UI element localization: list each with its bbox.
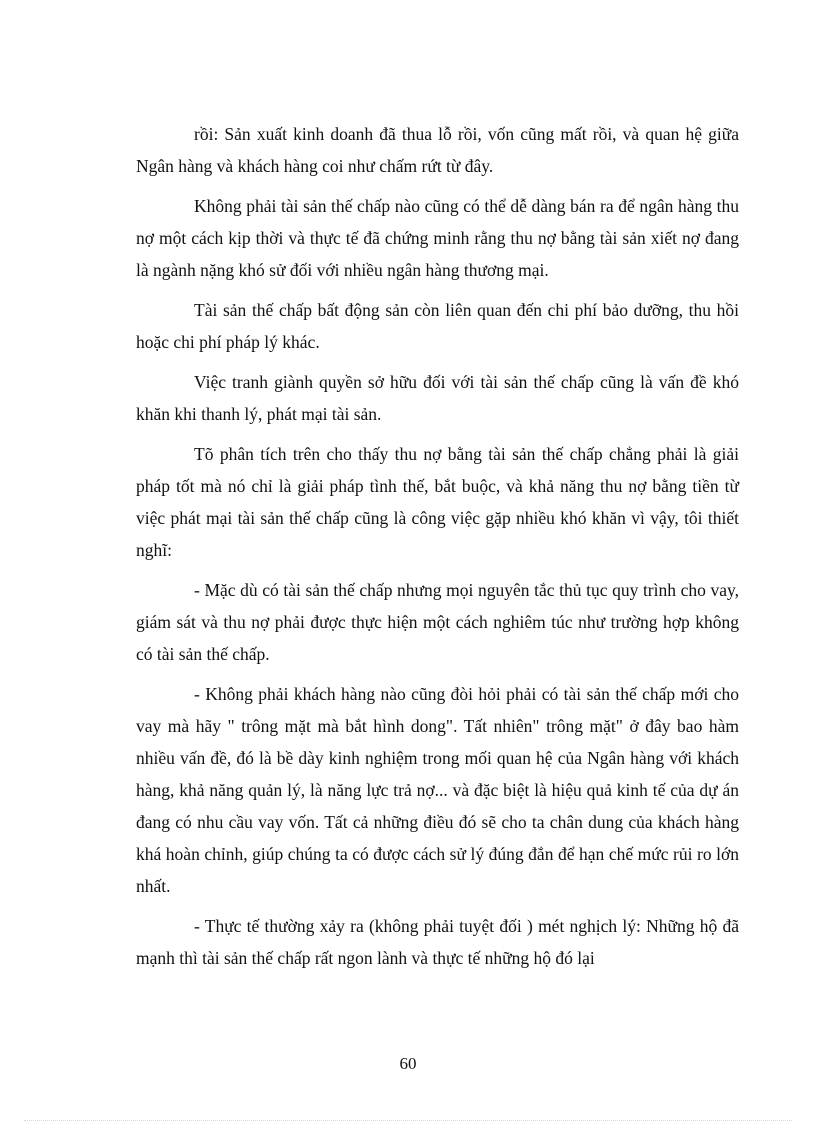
bullet-paragraph-3: - Thực tế thường xảy ra (không phải tuyệt đối ) mét nghịch lý: Những hộ đã mạnh thì tài sản thế chấp rất ngon lành và thực tế những hộ đó lại xyxy=(136,916,739,968)
paragraph-2: Không phải tài sản thế chấp nào cũng có thể dễ dàng bán ra để ngân hàng thu nợ một cách kịp thời và thực tế đã chứng minh rằng thu nợ bằng tài sản xiết nợ đang là ngành nặng khó sử đối với nhiều ngân hàng thương mại. xyxy=(136,196,739,280)
bullet-paragraph-1: - Mặc dù có tài sản thế chấp nhưng mọi nguyên tắc thủ tục quy trình cho vay, giám sát và thu nợ phải được thực hiện một cách nghiêm túc như trường hợp không có tài sản thế chấp. xyxy=(136,580,739,664)
bottom-divider xyxy=(24,1120,792,1121)
paragraph-1: rồi: Sản xuất kinh doanh đã thua lỗ rồi, vốn cũng mất rồi, và quan hệ giữa Ngân hàng và khách hàng coi như chấm rứt từ đây. xyxy=(136,124,739,176)
paragraph-3: Tài sản thế chấp bất động sản còn liên quan đến chi phí bảo dưỡng, thu hồi hoặc chi phí pháp lý khác. xyxy=(136,300,739,352)
body-text xyxy=(136,118,739,982)
page-number: 60 xyxy=(399,1054,417,1073)
bullet-paragraph-2: - Không phải khách hàng nào cũng đòi hỏi phải có tài sản thế chấp mới cho vay mà hãy " trông mặt mà bắt hình dong". Tất nhiên" trông mặt" ở đây bao hàm nhiều vấn đề, đó là bề dày kinh nghiệm trong mối quan hệ của Ngân hàng với khách hàng, khả năng quản lý, là năng lực trả nợ... và đặc biệt là hiệu quả kinh tế của dự án đang có nhu cầu vay vốn. Tất cả những điều đó sẽ cho ta chân dung của khách hàng khá hoàn chỉnh, giúp chúng ta có được cách sử lý đúng đắn để hạn chế mức rủi ro lớn nhất. xyxy=(136,684,739,896)
paragraph-5: Tõ phân tích trên cho thấy thu nợ bằng tài sản thế chấp chẳng phải là giải pháp tốt mà nó chỉ là giải pháp tình thế, bắt buộc, và khả năng thu nợ bằng tiền từ việc phát mại tài sản thế chấp cũng là công việc gặp nhiều khó khăn vì vậy, tôi thiết nghĩ: xyxy=(136,444,739,560)
paragraph-4: Việc tranh giành quyền sở hữu đối với tài sản thế chấp cũng là vấn đề khó khăn khi thanh lý, phát mại tài sản. xyxy=(136,372,739,424)
